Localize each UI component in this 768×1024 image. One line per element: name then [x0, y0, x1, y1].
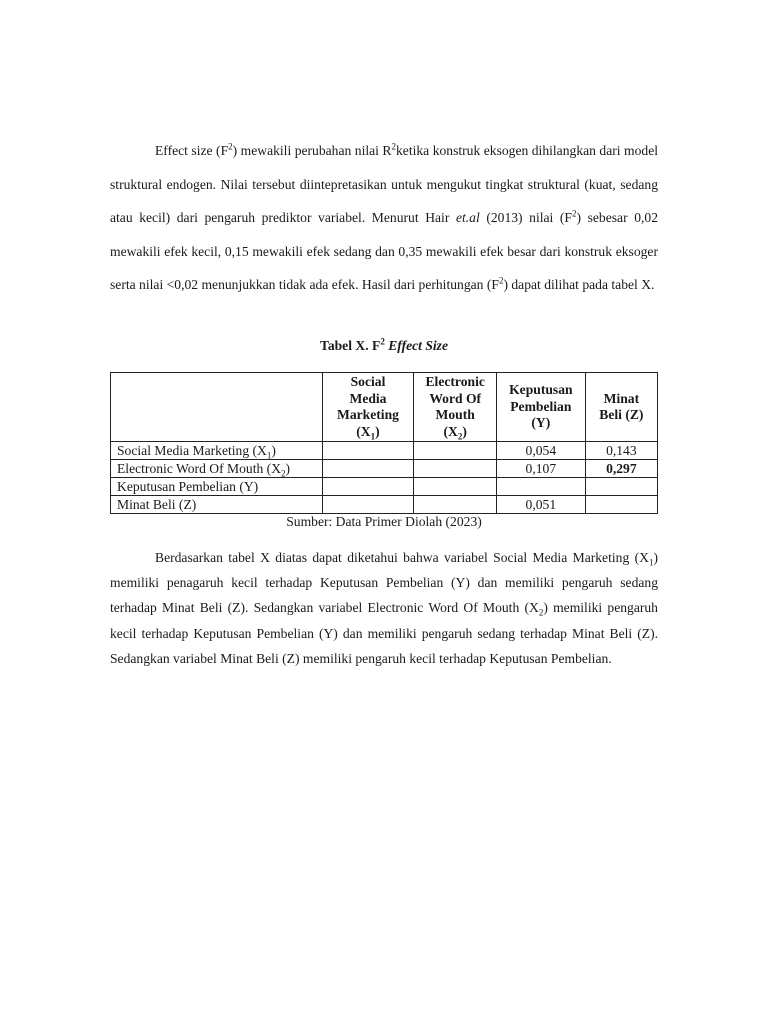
- superscript: 2: [380, 336, 385, 347]
- effect-size-table: [110, 372, 658, 514]
- header-line: (Y): [531, 415, 551, 431]
- table-row: [111, 460, 658, 478]
- superscript: 2: [228, 141, 233, 152]
- table-cell: [322, 496, 414, 514]
- row-label: [111, 478, 323, 496]
- text-span: ) mewakili perubahan nilai R: [232, 143, 392, 158]
- header-line: Social: [350, 374, 386, 389]
- header-electronic-word-of-mouth: [414, 373, 497, 442]
- header-empty-cell: [111, 373, 323, 442]
- header-line: Keputusan: [509, 382, 573, 398]
- table-cell: [322, 460, 414, 478]
- header-line: (X: [356, 423, 371, 439]
- caption-prefix: Tabel X. F: [320, 338, 381, 353]
- row-label: [111, 442, 323, 460]
- text-span: Effect size (F: [155, 143, 229, 158]
- table-row: [111, 496, 658, 514]
- label-text: ): [285, 461, 291, 476]
- superscript: 2: [572, 208, 577, 219]
- header-line: Pembelian: [510, 398, 572, 414]
- subscript: 2: [281, 468, 286, 479]
- subscript: 1: [648, 557, 654, 568]
- text-span: ) sebesar 0,02 mewakili efek kecil, 0,15 mewakili efek sedang dan 0,35 mewakili efek besar dari konstruk eksoger serta nilai <0,02 menunjukkan tidak ada efek. Hasil dari perhitungan (F: [110, 210, 658, 292]
- table-caption: [110, 338, 658, 354]
- text-span: ketika konstruk eksogen dihilangkan dari model struktural endogen. Nilai tersebut diintepretasikan untuk mengukut tingkat struktural (kuat, sedang atau kecil) dari pengaruh prediktor variabel. Menurut Hair: [110, 143, 659, 225]
- italic-text: et.al: [455, 210, 480, 225]
- table-cell: [414, 460, 497, 478]
- table-cell: 0,051: [496, 496, 585, 514]
- header-keputusan-pembelian: [496, 373, 585, 442]
- header-social-media-marketing: [322, 373, 414, 442]
- header-line: (X: [443, 423, 458, 439]
- subscript: 1: [370, 431, 376, 442]
- table-cell: [585, 478, 657, 496]
- header-line: Minat: [603, 390, 640, 406]
- table-cell-highlight: 0,297: [585, 460, 657, 478]
- label-text: Social Media Marketing (X: [117, 443, 267, 458]
- text-span: Berdasarkan tabel X diatas dapat diketahui bahwa variabel Social Media Marketing (X: [155, 550, 649, 565]
- subscript: 2: [457, 431, 463, 442]
- label-text: Keputusan Pembelian (Y): [117, 479, 259, 494]
- header-line: Marketing: [337, 407, 399, 422]
- table-cell: [414, 442, 497, 460]
- table-cell: 0,143: [585, 442, 657, 460]
- superscript: 2: [498, 275, 504, 286]
- header-line: Electronic: [425, 374, 485, 389]
- table-header-row: [111, 373, 658, 442]
- header-minat-beli: [585, 373, 657, 442]
- header-line: Word Of: [429, 390, 482, 406]
- label-text: Minat Beli (Z): [117, 497, 197, 512]
- table-cell: [322, 442, 414, 460]
- table-cell: [496, 478, 585, 496]
- header-line: ): [462, 423, 467, 439]
- header-line: Beli (Z): [599, 407, 644, 422]
- table-cell: 0,107: [496, 460, 585, 478]
- subscript: 2: [538, 608, 544, 619]
- table-row: [111, 478, 658, 496]
- row-label: [111, 460, 323, 478]
- label-text: Electronic Word Of Mouth (X: [117, 461, 282, 476]
- header-line: Mouth: [435, 407, 475, 422]
- table-cell: [414, 478, 497, 496]
- table-row: [111, 442, 658, 460]
- header-line: ): [375, 423, 380, 439]
- text-span: ) memiliki pengaruh kecil terhadap Keputusan Pembelian (Y) dan memiliki pengaruh sedang terhadap Minat Beli (Z). Sedangkan variabel Minat Beli (Z) memiliki pengaruh kecil terhadap Keputusan Pembelian.: [110, 600, 658, 666]
- conclusion-paragraph: [110, 545, 658, 671]
- subscript: 1: [266, 450, 272, 461]
- header-line: Media: [349, 390, 387, 406]
- table-cell: 0,054: [496, 442, 585, 460]
- table-cell: [585, 496, 657, 514]
- table-cell: [414, 496, 497, 514]
- table-cell: [322, 478, 414, 496]
- caption-italic: Effect Size: [388, 338, 448, 353]
- table-source: Sumber: Data Primer Diolah (2023): [286, 514, 482, 529]
- row-label: [111, 496, 323, 514]
- text-span: ) dapat dilihat pada tabel X.: [503, 277, 655, 292]
- intro-paragraph: [110, 134, 658, 302]
- text-span: (2013) nilai (F: [479, 210, 572, 225]
- label-text: ): [271, 443, 276, 458]
- text-span: ) memiliki penagaruh kecil terhadap Keputusan Pembelian (Y) dan memiliki pengaruh sedang terhadap Minat Beli (Z). Sedangkan variabel Electronic Word Of Mouth (X: [110, 550, 658, 616]
- superscript: 2: [391, 141, 396, 152]
